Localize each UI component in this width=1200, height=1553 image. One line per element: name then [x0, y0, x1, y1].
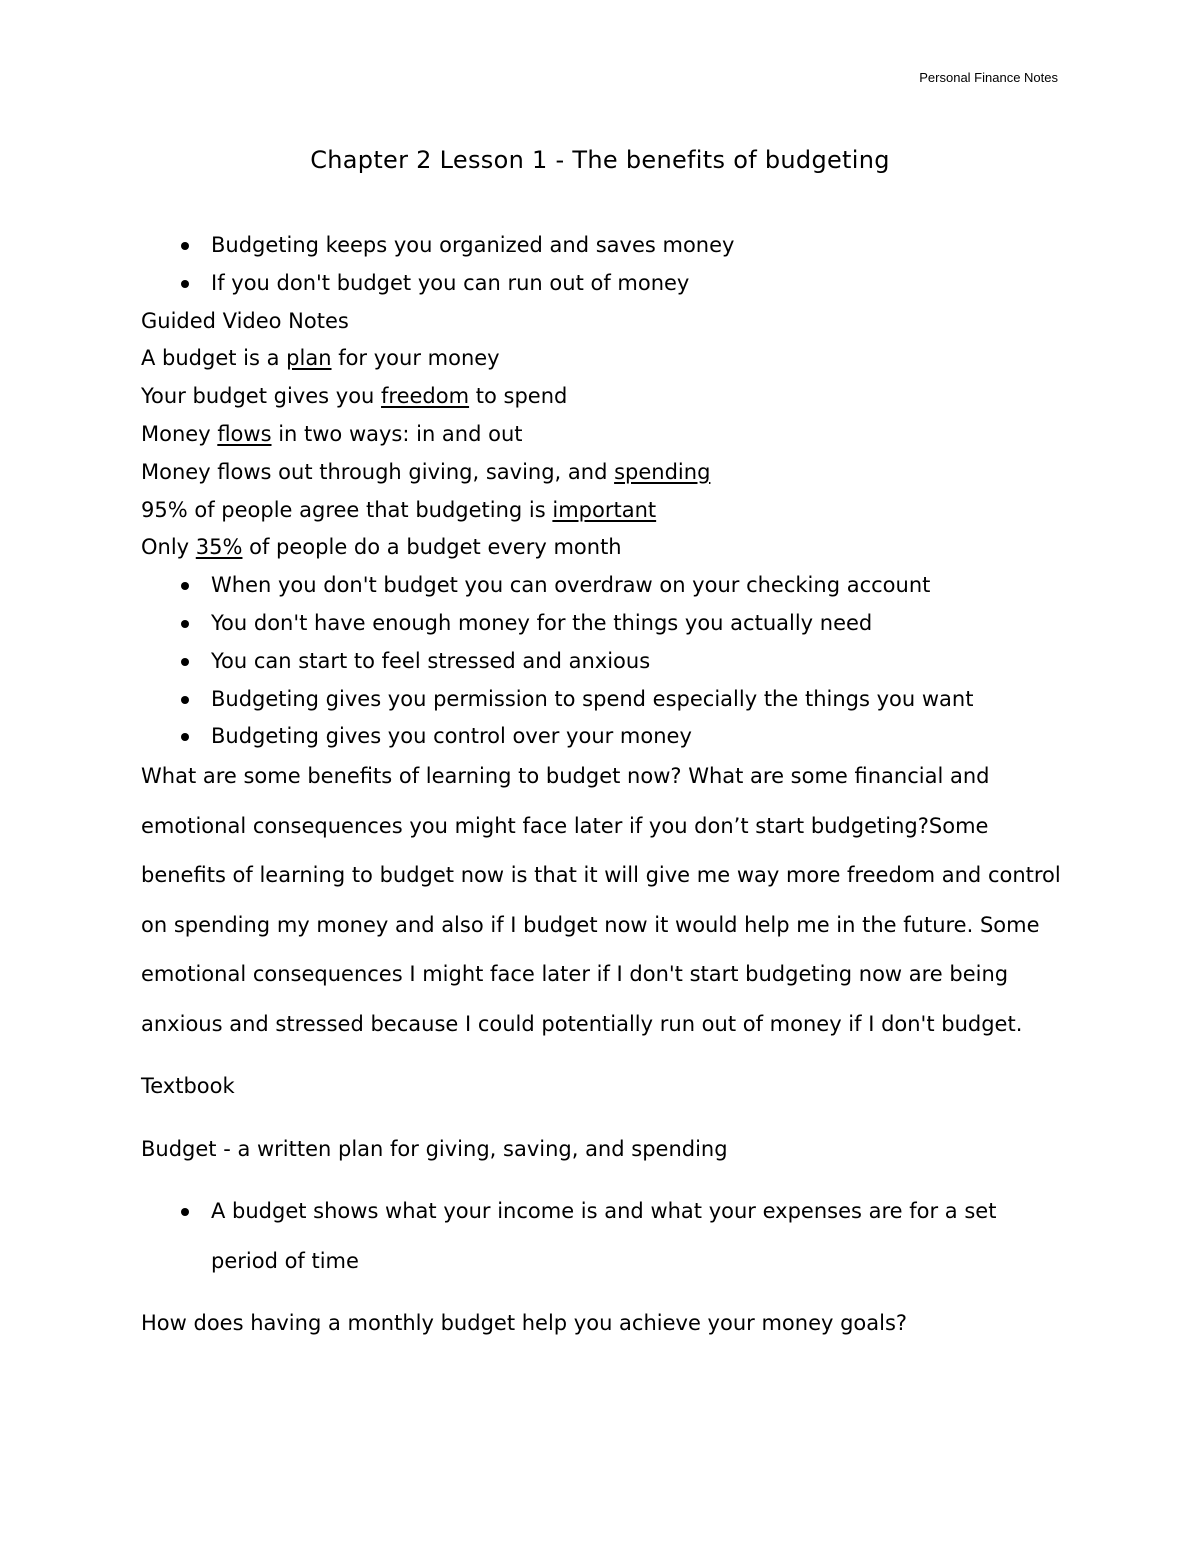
- list-item: You don't have enough money for the things you actually need: [141, 605, 1066, 643]
- note-text: Money flows out through giving, saving, and: [141, 459, 615, 484]
- list-item: Budgeting gives you control over your money: [141, 718, 1066, 756]
- list-item: Budgeting gives you permission to spend especially the things you want: [141, 681, 1066, 719]
- note-line: [141, 492, 1066, 530]
- running-header: Personal Finance Notes: [919, 70, 1058, 85]
- list-item: You can start to feel stressed and anxious: [141, 643, 1066, 681]
- note-line: [141, 340, 1066, 378]
- section-heading-video-notes: Guided Video Notes: [141, 308, 349, 333]
- page-title: Chapter 2 Lesson 1 - The benefits of budgeting: [310, 146, 890, 174]
- list-item: Budgeting keeps you organized and saves money: [141, 227, 1066, 265]
- note-line: [141, 416, 1066, 454]
- note-line: [141, 454, 1066, 492]
- note-text: Only: [141, 535, 196, 560]
- note-text: Money: [141, 421, 218, 446]
- list-item: A budget shows what your income is and what your expenses are for a set period of time: [141, 1187, 1066, 1286]
- underlined-term: spending: [614, 459, 711, 484]
- underlined-term: important: [552, 497, 657, 522]
- underlined-term: flows: [217, 421, 272, 446]
- note-text: to spend: [469, 384, 568, 409]
- list-item: If you don't budget you can run out of money: [141, 265, 1066, 303]
- reflection-paragraph: What are some benefits of learning to budget now? What are some financial and emotional consequences you might face later if you don’t start budgeting?Some benefits of learning to budget now is that it will give me way more freedom and control on spending my money and also if I budget now it would help me in the future. Some emotional consequences I might face later if I don't start budgeting now are being anxious and stressed because I could potentially run out of money if I don't budget.: [141, 764, 1061, 1036]
- note-text: 95% of people agree that budgeting is: [141, 497, 553, 522]
- note-text: for your money: [331, 346, 500, 371]
- underlined-term: 35%: [195, 535, 243, 560]
- definition-line: Budget - a written plan for giving, saving, and spending: [141, 1136, 728, 1161]
- note-text: Your budget gives you: [141, 384, 382, 409]
- list-item: When you don't budget you can overdraw on your checking account: [141, 567, 1066, 605]
- question-line: How does having a monthly budget help you achieve your money goals?: [141, 1311, 908, 1336]
- note-line: [141, 378, 1066, 416]
- note-text: in two ways: in and out: [271, 421, 523, 446]
- note-text: of people do a budget every month: [242, 535, 622, 560]
- document-body: [141, 227, 1066, 1349]
- note-text: A budget is a: [141, 346, 287, 371]
- underlined-term: freedom: [381, 384, 470, 409]
- section-heading-textbook: Textbook: [141, 1074, 235, 1099]
- note-line: [141, 529, 1066, 567]
- underlined-term: plan: [286, 346, 332, 371]
